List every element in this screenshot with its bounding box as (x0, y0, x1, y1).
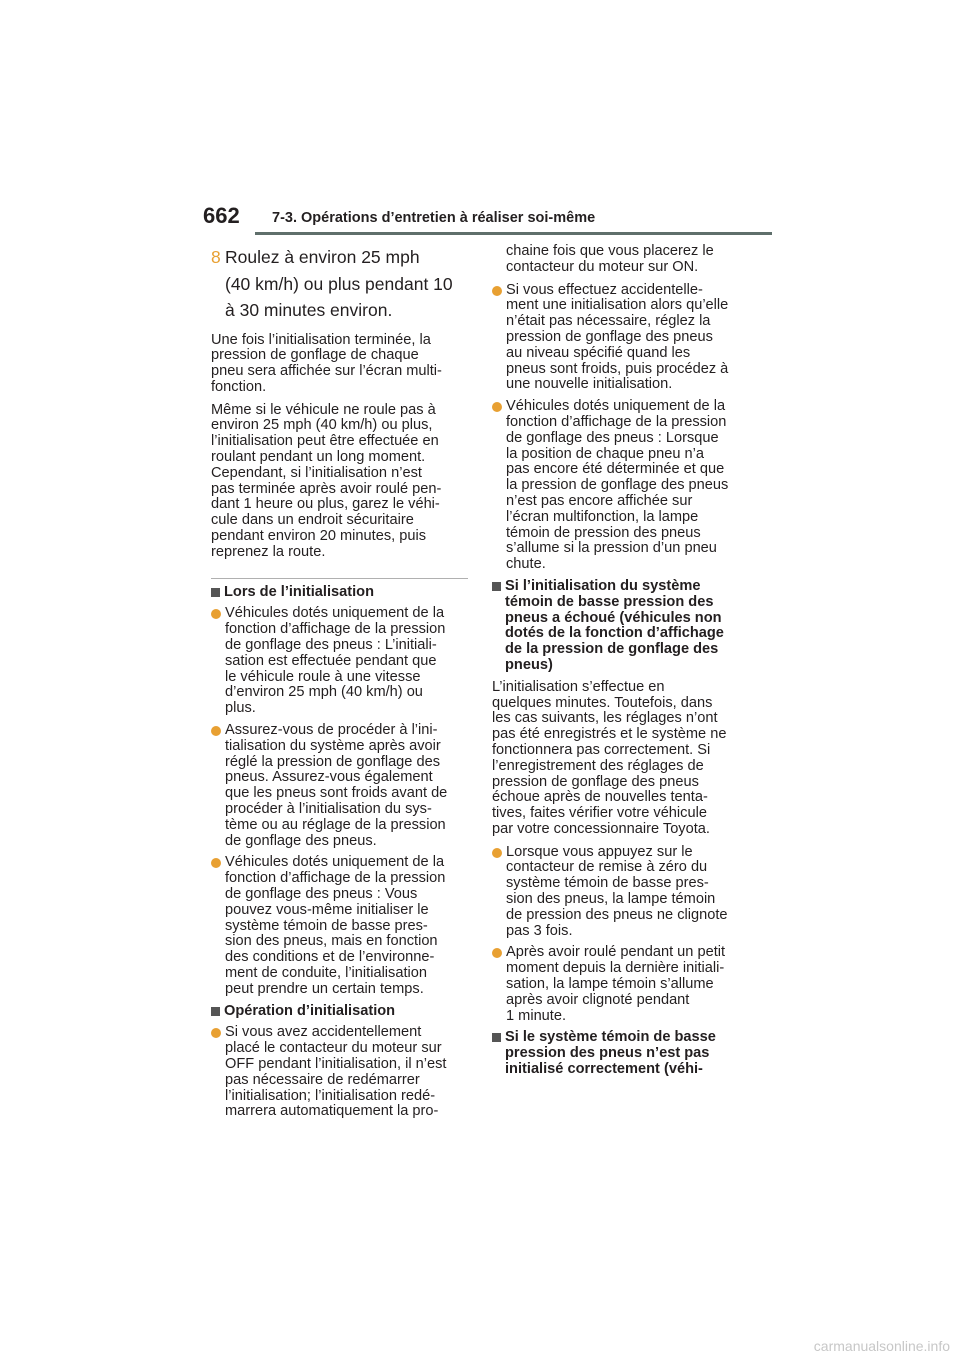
text-line: environ 25 mph (40 km/h) ou plus, (211, 417, 433, 434)
text-line: témoin de basse pression des (505, 593, 714, 610)
bullet-continuation (492, 244, 755, 276)
text-line: pneu sera affichée sur l’écran multi- (211, 363, 442, 380)
bullet-text (225, 1025, 446, 1120)
text-line: après avoir clignoté pendant (506, 991, 690, 1008)
text-line: tème ou au réglage de la pression (225, 816, 446, 833)
text-line: de gonflage des pneus : L’initiali- (225, 637, 437, 654)
text-line: s’allume si la pression d’un pneu (506, 540, 717, 557)
text-line: 1 minute. (506, 1007, 567, 1024)
circle-bullet-icon (211, 855, 225, 997)
text-line: pression de gonflage des pneus (492, 773, 699, 790)
text-line: témoin de pression des pneus (506, 524, 701, 541)
text-line: Lorsque vous appuyez sur le (506, 843, 693, 860)
text-line: plus. (225, 700, 256, 717)
page-header (0, 0, 960, 240)
text-line: peut prendre un certain temps. (225, 980, 424, 997)
text-line: Même si le véhicule ne roule pas à (211, 401, 436, 418)
bullet-text (506, 399, 728, 573)
text-line: pression des pneus n’est pas (505, 1045, 710, 1062)
square-bullet-icon (492, 1030, 505, 1077)
text-line: l’initialisation peut être effectuée en (211, 433, 439, 450)
text-line: pas nécessaire de redémarrer (225, 1071, 420, 1088)
text-line: que les pneus sont froids avant de (225, 785, 448, 802)
text-line: le véhicule roule à une vitesse (225, 668, 421, 685)
text-line: d’environ 25 mph (40 km/h) ou (225, 684, 423, 701)
text-line: cule dans un endroit sécuritaire (211, 512, 414, 529)
text-line: Si l’initialisation du système (505, 577, 701, 594)
text-line: roulant pendant un long moment. (211, 449, 426, 466)
text-line: la pression de gonflage des pneus (506, 477, 729, 494)
text-line: pression de gonflage de chaque (211, 347, 419, 364)
text-line: de gonflage des pneus : Lorsque (506, 429, 719, 446)
text-line: sion des pneus, mais en fonction (225, 933, 438, 950)
bullet-text (506, 845, 728, 940)
text-line: sion des pneus, la lampe témoin (506, 891, 716, 908)
text-line: échoue après de nouvelles tenta- (492, 789, 708, 806)
text-line: de gonflage des pneus. (225, 832, 377, 849)
text-line: ment de conduite, l’initialisation (225, 964, 427, 981)
text-line: placé le contacteur du moteur sur (225, 1040, 442, 1057)
bullet-item (211, 1025, 468, 1120)
text-line: Véhicules dotés uniquement de la (506, 398, 726, 415)
square-bullet-icon (211, 1004, 224, 1020)
text-line: pas encore été déterminée et que (506, 461, 725, 478)
bullet-item (211, 723, 468, 849)
text-line: fonction d’affichage de la pression (225, 870, 446, 887)
text-line: pendant environ 20 minutes, puis (211, 528, 426, 545)
bullet-item (211, 855, 468, 997)
circle-bullet-icon (492, 283, 506, 394)
subheading-initialisation-failed (492, 579, 755, 674)
text-line: Si vous effectuez accidentelle- (506, 281, 703, 298)
text-line: système témoin de basse pres- (225, 917, 428, 934)
text-line: L’initialisation s’effectue en (492, 678, 665, 695)
subheading-during-initialisation (211, 585, 468, 601)
text-line: contacteur de remise à zéro du (506, 859, 708, 876)
step-8 (211, 244, 468, 324)
text-line: dant 1 heure ou plus, garez le véhi- (211, 496, 440, 513)
text-line: marrera automatiquement la pro- (225, 1103, 439, 1120)
text-line: OFF pendant l’initialisation, il n’est (225, 1055, 447, 1072)
text-line: moment depuis la dernière initiali- (506, 960, 725, 977)
subheading-text (505, 1030, 716, 1077)
text-line: sation, la lampe témoin s’allume (506, 976, 714, 993)
text-line: Cependant, si l’initialisation n’est (211, 464, 422, 481)
subheading-not-initialised (492, 1030, 755, 1077)
text-line: l’initialisation; l’initialisation redé- (225, 1087, 436, 1104)
text-line: Après avoir roulé pendant un petit (506, 944, 726, 961)
bullet-text (225, 606, 445, 717)
bullet-item (211, 606, 468, 717)
text-line: pression de gonflage des pneus (506, 328, 713, 345)
text-line: de pression des pneus ne clignote (506, 906, 728, 923)
text-line: chaine fois que vous placerez le (506, 243, 714, 259)
bullet-item (492, 945, 755, 1024)
text-line: pneus sont froids, puis procédez à (506, 360, 729, 377)
text-line: Véhicules dotés uniquement de la (225, 605, 445, 622)
text-line: fonction d’affichage de la pression (506, 413, 727, 430)
text-line: n’était pas nécessaire, réglez la (506, 313, 711, 330)
text-line: pas 3 fois. (506, 922, 573, 939)
text-line: les cas suivants, les réglages n’ont (492, 710, 718, 727)
text-line: dotés de la fonction d’affichage (505, 625, 724, 642)
left-column (211, 244, 468, 1126)
text-line: ment une initialisation alors qu’elle (506, 297, 729, 314)
square-bullet-icon (211, 585, 224, 601)
bullet-text (225, 855, 445, 997)
text-line: n’est pas encore affichée sur (506, 492, 693, 509)
text-line: de la pression de gonflage des (505, 641, 719, 658)
text-line: Assurez-vous de procéder à l’ini- (225, 722, 438, 739)
text-line: reprenez la route. (211, 543, 326, 560)
text-line: l’enregistrement des réglages de (492, 757, 704, 774)
header-divider (255, 232, 772, 235)
text-line: Une fois l’initialisation terminée, la (211, 331, 431, 348)
text-line: fonction. (211, 378, 267, 395)
text-line: contacteur du moteur sur ON. (506, 258, 699, 275)
section-divider (211, 578, 468, 579)
bullet-item (492, 399, 755, 573)
text-line: la position de chaque pneu n’a (506, 445, 704, 462)
text-line: tialisation du système après avoir (225, 737, 441, 754)
text-line: fonctionnera pas correctement. Si (492, 741, 711, 758)
paragraph-initialisation-complete (211, 333, 468, 396)
right-column (492, 244, 755, 1084)
text-line: de gonflage des pneus : Vous (225, 886, 418, 902)
circle-bullet-icon (211, 606, 225, 717)
step-line: Roulez à environ 25 mph (225, 247, 420, 267)
text-line: réglé la pression de gonflage des (225, 753, 441, 770)
text-line: au niveau spécifié quand les (506, 344, 691, 361)
bullet-text (506, 945, 725, 1024)
step-line: (40 km/h) ou plus pendant 10 (225, 273, 453, 294)
text-line: pneus a échoué (véhicules non (505, 609, 722, 626)
bullet-item (492, 283, 755, 394)
subheading-text (505, 579, 724, 674)
bullet-item (492, 845, 755, 940)
text-line: initialisé correctement (véhi- (505, 1061, 703, 1078)
paragraph-initialisation-duration (492, 680, 755, 838)
text-line: pneus. Assurez-vous également (225, 769, 433, 786)
text-line: une nouvelle initialisation. (506, 376, 673, 393)
text-line: quelques minutes. Toutefois, dans (492, 694, 713, 711)
text-line: Si vous avez accidentellement (225, 1024, 422, 1041)
paragraph-slow-driving (211, 403, 468, 561)
text-line: chute. (506, 556, 546, 573)
circle-bullet-icon (492, 945, 506, 1024)
circle-bullet-icon (211, 723, 225, 849)
subheading-text: Lors de l’initialisation (224, 583, 375, 600)
circle-bullet-icon (211, 1025, 225, 1120)
step-text (225, 244, 453, 324)
page-number: 662 (203, 203, 240, 228)
circle-bullet-icon (492, 399, 506, 573)
bullet-text (225, 723, 447, 849)
text-line: pouvez vous-même initialiser le (225, 901, 429, 918)
subheading-initialisation-operation (211, 1004, 468, 1020)
text-line: l’écran multifonction, la lampe (506, 508, 699, 525)
square-bullet-icon (492, 579, 505, 674)
text-line: fonction d’affichage de la pression (225, 621, 446, 638)
text-line: tives, faites vérifier votre véhicule (492, 805, 707, 822)
text-line: pneus) (505, 656, 553, 673)
text-line: Si le système témoin de basse (505, 1029, 716, 1046)
step-number: 8 (211, 247, 221, 267)
bullet-text (506, 283, 728, 394)
section-title: 7-3. Opérations d’entretien à réaliser soi-même (272, 210, 596, 226)
text-line: Véhicules dotés uniquement de la (225, 854, 445, 871)
text-line: système témoin de basse pres- (506, 875, 709, 892)
subheading-text: Opération d’initialisation (224, 1002, 396, 1019)
circle-bullet-icon (492, 845, 506, 940)
step-line: à 30 minutes environ. (225, 300, 393, 320)
text-line: pas terminée après avoir roulé pen- (211, 480, 442, 497)
text-line: des conditions et de l’environne- (225, 949, 435, 966)
text-line: sation est effectuée pendant que (225, 652, 437, 669)
watermark: carmanualsonline.info (813, 1338, 950, 1354)
text-line: par votre concessionnaire Toyota. (492, 820, 710, 837)
text-line: pas été enregistrés et le système ne (492, 726, 727, 743)
text-line: procéder à l’initialisation du sys- (225, 801, 432, 818)
